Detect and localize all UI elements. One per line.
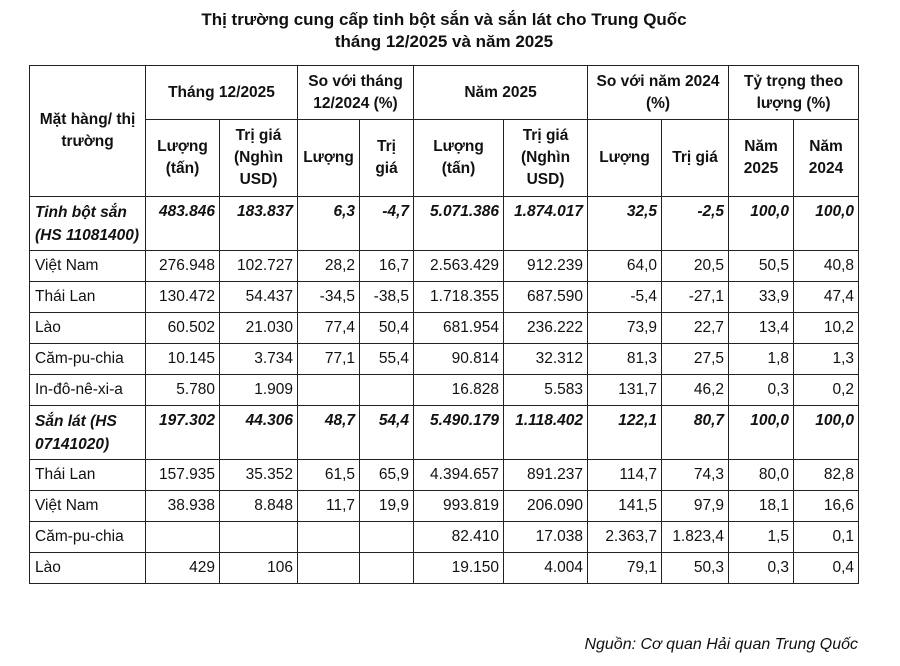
table-group-row (30, 197, 859, 251)
value-cell: 102.727 (220, 251, 298, 282)
value-cell: 8.848 (220, 491, 298, 522)
table-row (30, 553, 859, 584)
value-cell: 65,9 (360, 460, 414, 491)
value-cell: 80,0 (729, 460, 794, 491)
value-cell: 73,9 (588, 313, 662, 344)
value-cell: 11,7 (298, 491, 360, 522)
value-cell: 1.118.402 (504, 406, 588, 460)
value-cell: 44.306 (220, 406, 298, 460)
value-cell: 183.837 (220, 197, 298, 251)
header-vs-year-volume: Lượng (588, 120, 662, 197)
value-cell: 483.846 (146, 197, 220, 251)
value-cell: 33,9 (729, 282, 794, 313)
value-cell: 50,5 (729, 251, 794, 282)
value-cell: 100,0 (729, 197, 794, 251)
value-cell: 10.145 (146, 344, 220, 375)
market-name-cell: In-đô-nê-xi-a (30, 375, 146, 406)
header-month: Tháng 12/2025 (146, 66, 298, 120)
market-name-cell: Căm-pu-chia (30, 344, 146, 375)
value-cell: 79,1 (588, 553, 662, 584)
value-cell: -2,5 (662, 197, 729, 251)
value-cell: 3.734 (220, 344, 298, 375)
header-month-value: Trị giá (Nghìn USD) (220, 120, 298, 197)
source-note: Nguồn: Cơ quan Hải quan Trung Quốc (584, 636, 858, 653)
value-cell: 50,3 (662, 553, 729, 584)
value-cell: 276.948 (146, 251, 220, 282)
value-cell: 100,0 (729, 406, 794, 460)
value-cell: 10,2 (794, 313, 859, 344)
value-cell (298, 553, 360, 584)
table-row (30, 344, 859, 375)
page-title (0, 9, 888, 53)
value-cell: 80,7 (662, 406, 729, 460)
value-cell: -38,5 (360, 282, 414, 313)
value-cell: 54,4 (360, 406, 414, 460)
value-cell: 22,7 (662, 313, 729, 344)
value-cell: 1,8 (729, 344, 794, 375)
value-cell: 48,7 (298, 406, 360, 460)
value-cell: 5.071.386 (414, 197, 504, 251)
value-cell: 1.718.355 (414, 282, 504, 313)
table-body (30, 197, 859, 584)
value-cell: 13,4 (729, 313, 794, 344)
value-cell: -5,4 (588, 282, 662, 313)
value-cell (360, 553, 414, 584)
value-cell (298, 375, 360, 406)
value-cell: 28,2 (298, 251, 360, 282)
value-cell (360, 375, 414, 406)
value-cell: 38.938 (146, 491, 220, 522)
value-cell: 16,6 (794, 491, 859, 522)
table-row (30, 460, 859, 491)
header-share-2025: Năm 2025 (729, 120, 794, 197)
value-cell: 912.239 (504, 251, 588, 282)
value-cell: 141,5 (588, 491, 662, 522)
value-cell: 35.352 (220, 460, 298, 491)
market-name-cell: Lào (30, 313, 146, 344)
value-cell: 1,3 (794, 344, 859, 375)
table-row (30, 491, 859, 522)
value-cell: 82.410 (414, 522, 504, 553)
value-cell: 5.780 (146, 375, 220, 406)
value-cell: 47,4 (794, 282, 859, 313)
value-cell: 2.363,7 (588, 522, 662, 553)
value-cell: 687.590 (504, 282, 588, 313)
value-cell: 40,8 (794, 251, 859, 282)
value-cell: 157.935 (146, 460, 220, 491)
table-row (30, 251, 859, 282)
value-cell: 429 (146, 553, 220, 584)
value-cell: 130.472 (146, 282, 220, 313)
value-cell: 5.490.179 (414, 406, 504, 460)
value-cell: 97,9 (662, 491, 729, 522)
value-cell: 32,5 (588, 197, 662, 251)
value-cell: 0,4 (794, 553, 859, 584)
value-cell: 20,5 (662, 251, 729, 282)
value-cell: 16,7 (360, 251, 414, 282)
title-line-2: tháng 12/2025 và năm 2025 (334, 32, 554, 51)
value-cell: 1.909 (220, 375, 298, 406)
value-cell: 0,1 (794, 522, 859, 553)
header-vs-month-value: Trị giá (360, 120, 414, 197)
header-share: Tỷ trọng theo lượng (%) (729, 66, 859, 120)
title-line-1: Thị trường cung cấp tinh bột sắn và sắn lát cho Trung Quốc (201, 10, 687, 29)
value-cell: 21.030 (220, 313, 298, 344)
market-name-cell: Căm-pu-chia (30, 522, 146, 553)
value-cell: 1.823,4 (662, 522, 729, 553)
value-cell: 2.563.429 (414, 251, 504, 282)
value-cell (360, 522, 414, 553)
value-cell: 0,3 (729, 375, 794, 406)
header-year-value: Trị giá (Nghìn USD) (504, 120, 588, 197)
value-cell: 46,2 (662, 375, 729, 406)
value-cell: 1.874.017 (504, 197, 588, 251)
value-cell (146, 522, 220, 553)
value-cell: 16.828 (414, 375, 504, 406)
value-cell: 131,7 (588, 375, 662, 406)
value-cell: 74,3 (662, 460, 729, 491)
value-cell: 1,5 (729, 522, 794, 553)
market-name-cell: Lào (30, 553, 146, 584)
value-cell: 993.819 (414, 491, 504, 522)
value-cell: 106 (220, 553, 298, 584)
value-cell: 32.312 (504, 344, 588, 375)
value-cell: 0,3 (729, 553, 794, 584)
value-cell: 27,5 (662, 344, 729, 375)
value-cell: 82,8 (794, 460, 859, 491)
header-vs-month: So với tháng 12/2024 (%) (298, 66, 414, 120)
table-row (30, 522, 859, 553)
value-cell: 100,0 (794, 406, 859, 460)
table-row (30, 375, 859, 406)
header-year-volume: Lượng (tấn) (414, 120, 504, 197)
value-cell: 55,4 (360, 344, 414, 375)
header-vs-year: So với năm 2024 (%) (588, 66, 729, 120)
value-cell: 4.004 (504, 553, 588, 584)
value-cell: 17.038 (504, 522, 588, 553)
table-row (30, 313, 859, 344)
market-name-cell: Việt Nam (30, 251, 146, 282)
market-name-cell: Việt Nam (30, 491, 146, 522)
header-item: Mặt hàng/ thị trường (30, 66, 146, 197)
market-name-cell: Thái Lan (30, 460, 146, 491)
header-share-2024: Năm 2024 (794, 120, 859, 197)
value-cell: 0,2 (794, 375, 859, 406)
value-cell: 100,0 (794, 197, 859, 251)
header-vs-year-value: Trị giá (662, 120, 729, 197)
value-cell: 77,4 (298, 313, 360, 344)
value-cell: 77,1 (298, 344, 360, 375)
value-cell (220, 522, 298, 553)
header-year: Năm 2025 (414, 66, 588, 120)
value-cell: 206.090 (504, 491, 588, 522)
value-cell (298, 522, 360, 553)
table-row (30, 282, 859, 313)
value-cell: 19,9 (360, 491, 414, 522)
value-cell: 681.954 (414, 313, 504, 344)
value-cell: 4.394.657 (414, 460, 504, 491)
value-cell: 122,1 (588, 406, 662, 460)
group-name-cell: Sắn lát (HS 07141020) (30, 406, 146, 460)
header-month-volume: Lượng (tấn) (146, 120, 220, 197)
market-name-cell: Thái Lan (30, 282, 146, 313)
value-cell: 64,0 (588, 251, 662, 282)
value-cell: -27,1 (662, 282, 729, 313)
value-cell: 81,3 (588, 344, 662, 375)
header-vs-month-volume: Lượng (298, 120, 360, 197)
value-cell: 50,4 (360, 313, 414, 344)
value-cell: -4,7 (360, 197, 414, 251)
value-cell: 61,5 (298, 460, 360, 491)
value-cell: 54.437 (220, 282, 298, 313)
table-group-row (30, 406, 859, 460)
value-cell: -34,5 (298, 282, 360, 313)
value-cell: 236.222 (504, 313, 588, 344)
value-cell: 5.583 (504, 375, 588, 406)
value-cell: 18,1 (729, 491, 794, 522)
value-cell: 6,3 (298, 197, 360, 251)
value-cell: 114,7 (588, 460, 662, 491)
trade-table (29, 65, 859, 584)
value-cell: 891.237 (504, 460, 588, 491)
group-name-cell: Tinh bột sắn (HS 11081400) (30, 197, 146, 251)
value-cell: 90.814 (414, 344, 504, 375)
value-cell: 197.302 (146, 406, 220, 460)
value-cell: 19.150 (414, 553, 504, 584)
value-cell: 60.502 (146, 313, 220, 344)
